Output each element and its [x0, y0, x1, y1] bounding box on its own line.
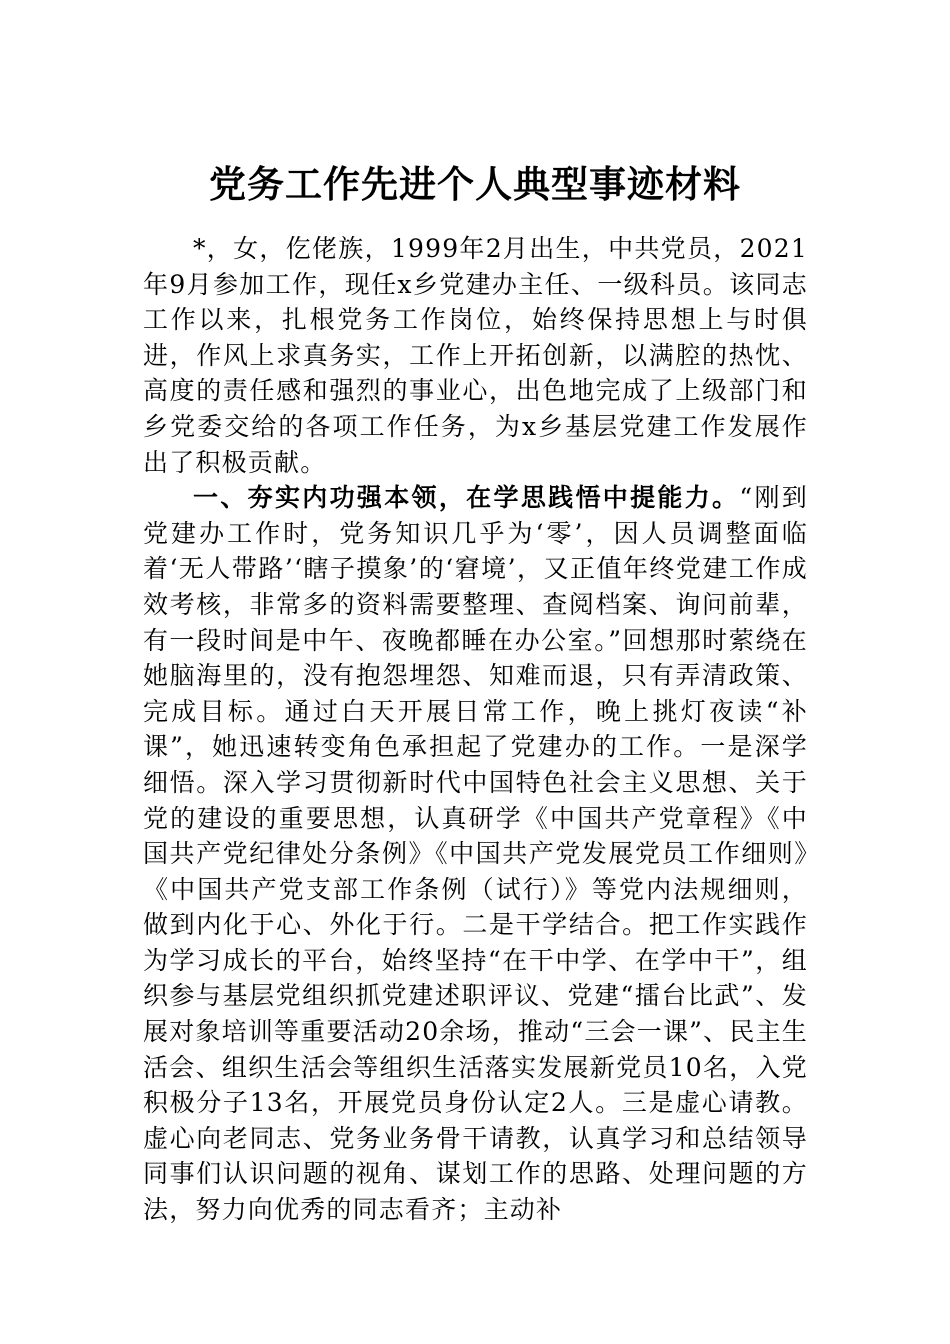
section-1-text: “刚到党建办工作时，党务知识几乎为‘零’，因人员调整面临着‘无人带路’‘瞎子摸象’的‘窘境’，又正值年终党建工作成效考核，非常多的资料需要整理、查阅档案、询问前辈，有一段时间是中午、夜晚都睡在办公室。”回想那时萦绕在她脑海里的，没有抱怨埋怨、知难而退，只有弄清政策、完成目标。通过白天开展日常工作，晚上挑灯夜读“补课”，她迅速转变角色承担起了党建办的工作。一是深学细悟。深入学习贯彻新时代中国特色社会主义思想、关于党的建设的重要思想，认真研学《中国共产党章程》《中国共产党纪律处分条例》《中国共产党发展党员工作细则》《中国共产党支部工作条例（试行）》等党内法规细则，做到内化于心、外化于行。二是干学结合。把工作实践作为学习成长的平台，始终坚持“在干中学、在学中干”，组织参与基层党组织抓党建述职评议、党建“擂台比武”、发展对象培训等重要活动20余场，推动“三会一课”、民主生活会、组织生活会等组织生活落实发展新党员10名，入党积极分子13名，开展党员身份认定2人。三是虚心请教。虚心向老同志、党务业务骨干请教，认真学习和总结领导同事们认识问题的视角、谋划工作的思路、处理问题的方法，努力向优秀的同志看齐；主动补 [143, 483, 808, 1225]
paragraph-intro [143, 231, 808, 480]
paragraph-intro-text: *，女，仡佬族，1999年2月出生，中共党员，2021年9月参加工作，现任x乡党建办主任、一级科员。该同志工作以来，扎根党务工作岗位，始终保持思想上与时俱进，作风上求真务实，工作上开拓创新，以满腔的热忱、高度的责任感和强烈的事业心，出色地完成了上级部门和乡党委交给的各项工作任务，为x乡基层党建工作发展作出了积极贡献。 [143, 234, 808, 477]
section-1-heading: 一、夯实内功强本领，在学思践悟中提能力。 [193, 483, 740, 513]
paragraph-section-1 [143, 480, 808, 1227]
document-title: 党务工作先进个人典型事迹材料 [209, 162, 741, 206]
document-body [143, 231, 808, 1228]
